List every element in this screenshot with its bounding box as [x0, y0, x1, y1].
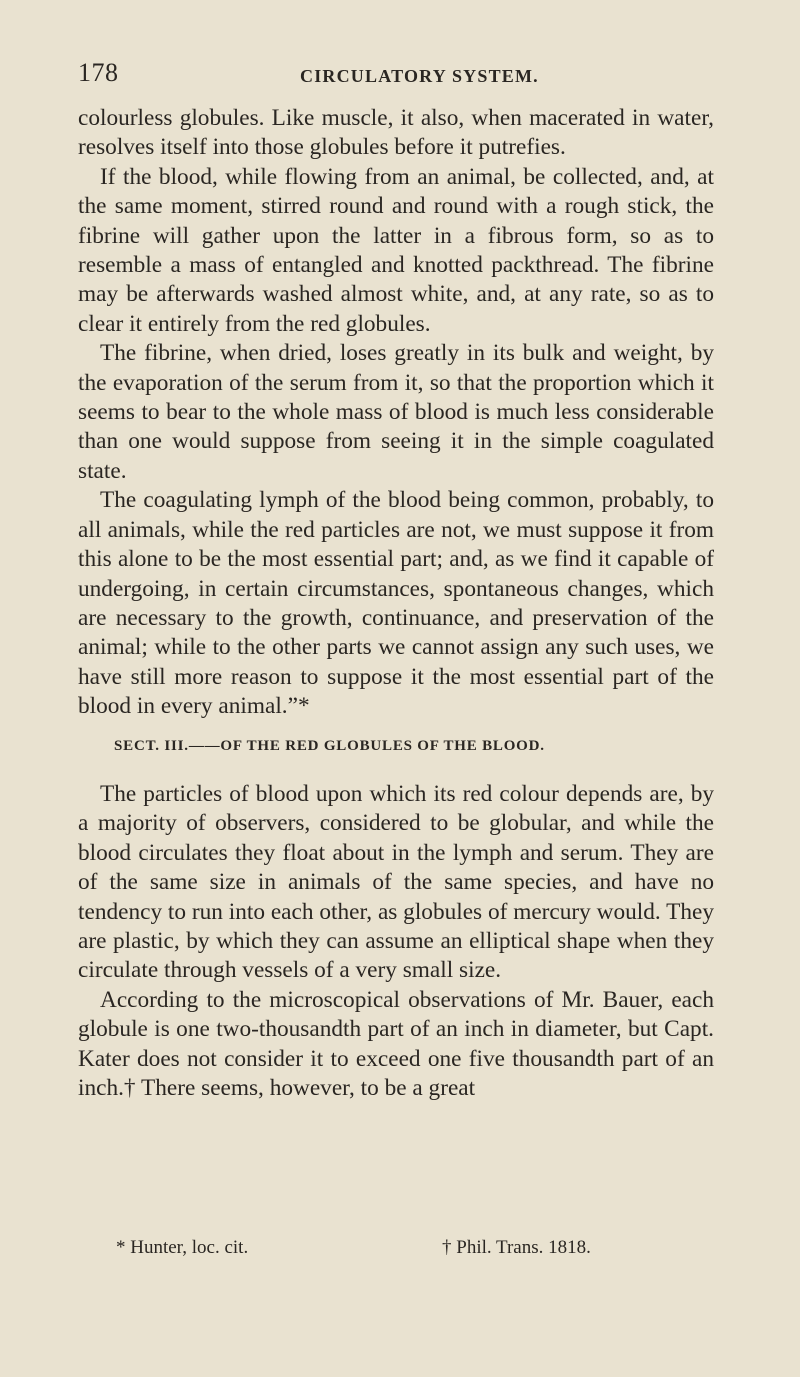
running-title: CIRCULATORY SYSTEM. — [300, 66, 539, 86]
paragraph-microscopical: According to the microscopical observations of Mr. Bauer, each globule is one two-thousandth part of an inch in diameter, but Capt. Kater does not consider it to exceed one five thousandth part of an inch.† There seems, however, to be a great — [78, 986, 714, 1102]
paragraph-fibrine-dried: The fibrine, when dried, loses greatly in its bulk and weight, by the evaporation of the serum from it, so that the proportion which it seems to bear to the whole mass of blood is much less considerable than one would suppose from seeing it in the simple coagulated state. — [78, 340, 714, 484]
footnote-hunter: * Hunter, loc. cit. — [116, 1237, 249, 1258]
page-number: 178 — [78, 58, 119, 87]
paragraph-coagulating-lymph: The coagulating lymph of the blood being common, probably, to all animals, while the red particles are not, we must suppose it from this alone to be the most essential part; and, as we find it capable of undergoing, in certain circumstances, spontaneous changes, which are necessary to the growth, continuance, and preservation of the animal; while to the other parts we cannot assign any such uses, we have still more reason to suppose it the most essential part of the blood in every animal.”* — [78, 487, 714, 720]
footnote-phil-trans: † Phil. Trans. 1818. — [442, 1237, 591, 1258]
paragraph-red-particles: The particles of blood upon which its red colour depends are, by a majority of observers, considered to be globular, and while the blood circulates they float about in the lymph and serum. They are of the same size in animals of the same species, and have no tendency to run into each other, as globules of mercury would. They are plastic, by which they can assume an elliptical shape when they circulate through vessels of a very small size. — [78, 781, 714, 984]
paragraph-continued: colourless globules. Like muscle, it also, when macerated in water, resolves itself into those globules before it putrefies. — [78, 105, 714, 161]
page-header — [78, 58, 718, 94]
section-body-text — [78, 780, 714, 1103]
paragraph-fibrine-stick: If the blood, while flowing from an animal, be collected, and, at the same moment, stirred round and round with a rough stick, the fibrine will gather upon the latter in a fibrous form, so as to resemble a mass of entangled and knotted packthread. The fibrine may be afterwards washed almost white, and, at any rate, so as to clear it entirely from the red globules. — [78, 163, 714, 337]
section-heading: SECT. III.——OF THE RED GLOBULES OF THE BLOOD. — [114, 738, 545, 754]
body-text — [78, 104, 714, 722]
